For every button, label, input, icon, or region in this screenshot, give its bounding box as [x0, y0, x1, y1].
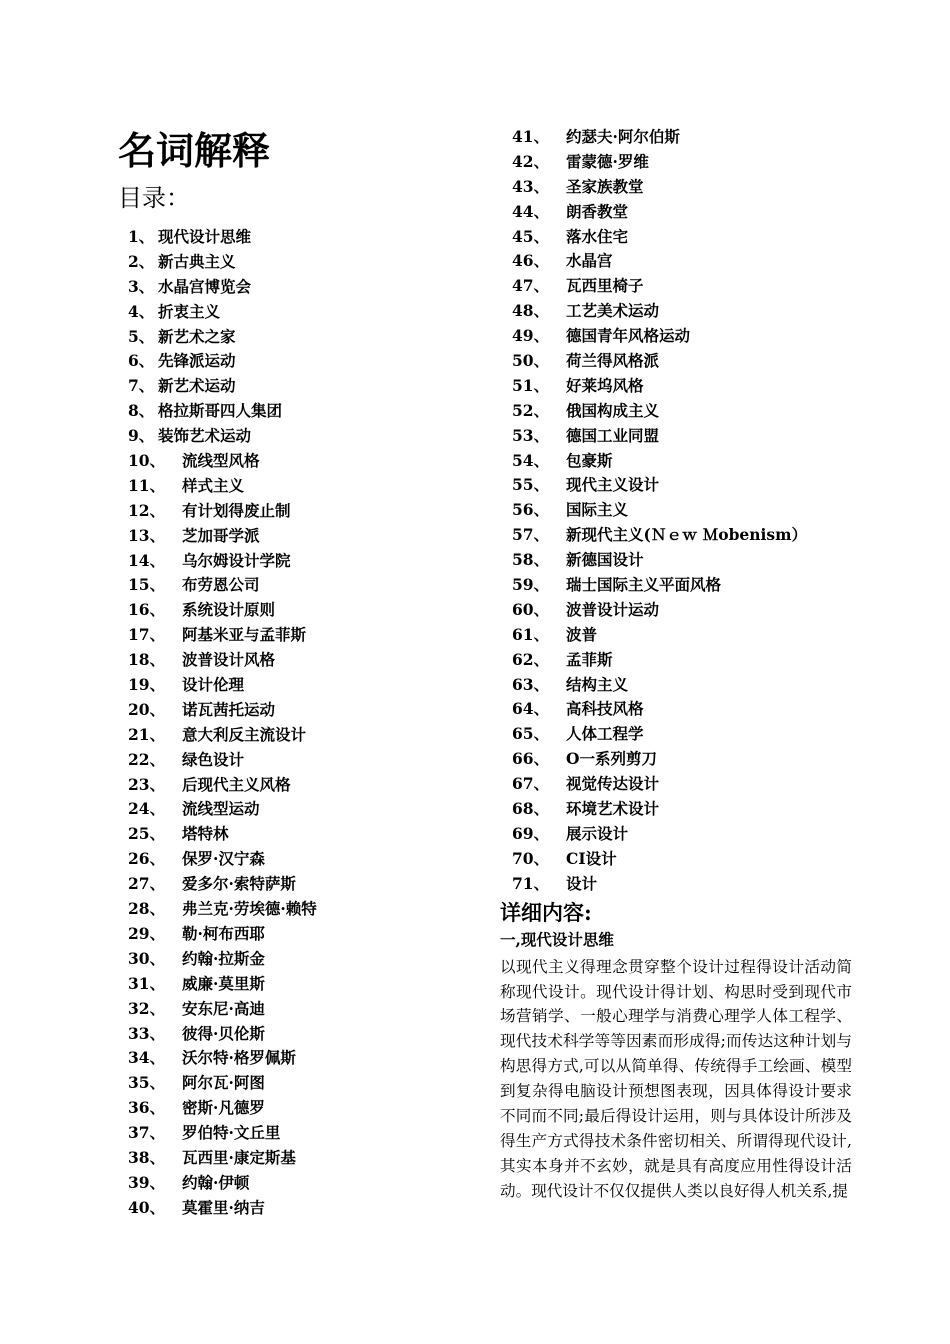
toc-item	[118, 997, 478, 1022]
toc-item-label: 流线型风格	[182, 451, 260, 471]
toc-item	[118, 449, 478, 474]
toc-item-number: 65、	[512, 724, 550, 744]
toc-item-number: 63、	[512, 674, 550, 694]
toc-item-number: 41、	[512, 127, 550, 146]
toc-item-number: 5、	[128, 326, 155, 346]
toc-item-number: 32、	[128, 998, 166, 1018]
toc-item	[500, 324, 852, 349]
toc-item	[500, 473, 852, 498]
toc-item	[500, 349, 852, 374]
toc-item-label: 德国工业同盟	[566, 425, 660, 445]
toc-item-label: 折衷主义	[158, 301, 221, 321]
toc-item-number: 48、	[512, 301, 550, 321]
toc-item	[118, 947, 478, 972]
toc-item	[500, 125, 852, 150]
toc-item	[500, 797, 852, 822]
toc-item-number: 62、	[512, 649, 550, 669]
toc-item-label: 沃尔特·格罗佩斯	[182, 1048, 296, 1068]
toc-item	[500, 274, 852, 299]
toc-item	[118, 797, 478, 822]
toc-item-number: 23、	[128, 774, 166, 794]
toc-item-label: 弗兰克·劳埃德·赖特	[182, 899, 317, 919]
toc-item	[118, 598, 478, 623]
toc-item-label: 视觉传达设计	[566, 774, 660, 794]
toc-item-label: 系统设计原则	[182, 600, 276, 620]
toc-item-number: 3、	[128, 276, 155, 296]
toc-item-label: 布劳恩公司	[182, 575, 260, 595]
toc-item-label: 雷蒙德·罗维	[566, 151, 649, 171]
toc-item-label: 绿色设计	[182, 749, 245, 769]
toc-item-number: 69、	[512, 823, 550, 843]
toc-item	[500, 374, 852, 399]
toc-item-label: 勒·柯布西耶	[182, 923, 265, 943]
toc-item-number: 4、	[128, 301, 155, 321]
toc-item-number: 67、	[512, 774, 550, 794]
toc-item	[500, 747, 852, 772]
toc-item-label: 波普	[566, 624, 598, 644]
toc-item	[118, 1121, 478, 1146]
toc-item-number: 51、	[512, 375, 550, 395]
section-body: 以现代主义得理念贯穿整个设计过程得设计活动简称现代设计。现代设计得计划、构思时受到现代市场营销学、一般心理学与消费心理学人体工程学、现代技术科学等等因素而形成得;而传达这种计划与构思得方式,可以从简单得、传统得手工绘画、模型到复杂得电脑设计预想图表现，因具体得设计要求不同而不同;最后得设计运用，则与具体设计所涉及得生产方式得技术条件密切相关、所谓得现代设计,其实本身并不玄妙，就是具有高度应用性得设计活动。现代设计不仅仅提供人类以良好得人机关系,提	[500, 957, 852, 1200]
toc-item	[500, 225, 852, 250]
toc-item-label: 流线型运动	[182, 799, 260, 819]
toc-item-label: 展示设计	[566, 823, 629, 843]
toc-item-number: 25、	[128, 824, 166, 844]
toc-item-label: O一系列剪刀	[566, 749, 658, 769]
toc-item-number: 64、	[512, 699, 550, 719]
toc-item	[118, 773, 478, 798]
toc-item-label: 新德国设计	[566, 550, 644, 570]
toc-item	[500, 872, 852, 897]
toc-item	[500, 722, 852, 747]
toc-item-label: 有计划得废止制	[182, 500, 291, 520]
left-column	[118, 125, 478, 1221]
toc-item	[500, 772, 852, 797]
toc-item	[118, 623, 478, 648]
toc-item-label: 设计伦理	[182, 675, 245, 695]
toc-item-label: 高科技风格	[566, 699, 644, 719]
toc-item-number: 13、	[128, 525, 166, 545]
toc-item	[500, 648, 852, 673]
toc-item-label: 环境艺术设计	[566, 799, 660, 819]
toc-item-number: 15、	[128, 575, 166, 595]
toc-item-number: 50、	[512, 351, 550, 371]
toc-item	[118, 822, 478, 847]
toc-item	[118, 499, 478, 524]
toc-item-number: 70、	[512, 848, 550, 868]
toc-item	[118, 673, 478, 698]
toc-item	[500, 623, 852, 648]
toc-item-number: 19、	[128, 675, 166, 695]
toc-item-number: 45、	[512, 226, 550, 246]
toc-item-label: 波普设计运动	[566, 599, 660, 619]
toc-item-number: 14、	[128, 550, 166, 570]
toc-heading: 目录：	[118, 184, 190, 212]
toc-item-number: 31、	[128, 973, 166, 993]
toc-item-number: 28、	[128, 899, 166, 919]
toc-item-number: 42、	[512, 151, 550, 171]
toc-item-label: 装饰艺术运动	[158, 426, 252, 446]
toc-item	[500, 175, 852, 200]
toc-item-number: 16、	[128, 600, 166, 620]
toc-item	[118, 399, 478, 424]
toc-item-number: 71、	[512, 873, 550, 893]
toc-item-number: 24、	[128, 799, 166, 819]
toc-item	[118, 524, 478, 549]
toc-list-left	[118, 225, 478, 1221]
page-title: 名词解释	[118, 128, 271, 173]
toc-item	[118, 897, 478, 922]
toc-item	[500, 399, 852, 424]
toc-item-label: 阿基米亚与孟菲斯	[182, 625, 307, 645]
toc-item-number: 40、	[128, 1197, 166, 1217]
toc-item-label: 水晶宫	[566, 251, 613, 271]
toc-item	[118, 1196, 478, 1221]
toc-item-number: 58、	[512, 550, 550, 570]
toc-item-label: 莫霍里·纳吉	[182, 1197, 265, 1217]
toc-item-label: 结构主义	[566, 674, 629, 694]
toc-item-label: 约翰·拉斯金	[182, 948, 265, 968]
toc-item-label: CI设计	[566, 848, 617, 868]
toc-item-number: 11、	[128, 475, 166, 495]
toc-item	[500, 598, 852, 623]
toc-item-number: 66、	[512, 749, 550, 769]
toc-item	[500, 523, 852, 548]
toc-item	[118, 723, 478, 748]
toc-item-number: 55、	[512, 475, 550, 495]
toc-item-number: 26、	[128, 849, 166, 869]
toc-item	[500, 498, 852, 523]
toc-item-number: 54、	[512, 450, 550, 470]
right-column	[500, 125, 852, 1204]
toc-item-number: 53、	[512, 425, 550, 445]
toc-item-number: 37、	[128, 1123, 166, 1143]
toc-item-number: 46、	[512, 251, 550, 271]
toc-item-label: 水晶宫博览会	[158, 276, 252, 296]
toc-item-label: 诺瓦茜托运动	[182, 699, 276, 719]
toc-item-label: 安东尼·高迪	[182, 998, 265, 1018]
toc-item	[118, 872, 478, 897]
toc-item-label: 罗伯特·文丘里	[182, 1123, 281, 1143]
toc-item-label: 彼得·贝伦斯	[182, 1023, 265, 1043]
toc-item	[118, 474, 478, 499]
toc-item-label: 新古典主义	[158, 251, 236, 271]
toc-item-number: 39、	[128, 1172, 166, 1192]
toc-list-right	[500, 125, 852, 897]
toc-item	[500, 822, 852, 847]
toc-item-label: 约翰·伊顿	[182, 1172, 250, 1192]
toc-item-number: 68、	[512, 799, 550, 819]
detail-heading: 详细内容:	[500, 899, 592, 925]
toc-item-number: 36、	[128, 1098, 166, 1118]
toc-item-label: 保罗·汉宁森	[182, 849, 265, 869]
toc-item-number: 21、	[128, 724, 166, 744]
toc-item	[118, 573, 478, 598]
toc-item-label: 包豪斯	[566, 450, 613, 470]
toc-item-label: 密斯·凡德罗	[182, 1098, 265, 1118]
toc-item-label: 意大利反主流设计	[182, 724, 307, 744]
toc-item-label: 威廉·莫里斯	[182, 973, 265, 993]
toc-item-number: 61、	[512, 624, 550, 644]
toc-item-number: 12、	[128, 500, 166, 520]
toc-item-number: 30、	[128, 948, 166, 968]
toc-item	[118, 1046, 478, 1071]
toc-item-label: 新现代主义(Ｎｅｗ Ｍobenism）	[566, 525, 808, 545]
toc-item	[500, 573, 852, 598]
toc-item-label: 现代主义设计	[566, 475, 660, 495]
toc-item-label: 乌尔姆设计学院	[182, 550, 291, 570]
toc-item-number: 10、	[128, 451, 166, 471]
section-title: 一,现代设计思维	[500, 929, 614, 949]
toc-item	[118, 1171, 478, 1196]
toc-item	[500, 424, 852, 449]
toc-item	[500, 673, 852, 698]
toc-item-label: 约瑟夫·阿尔伯斯	[566, 127, 680, 146]
toc-item	[118, 374, 478, 399]
toc-item-label: 样式主义	[182, 475, 245, 495]
toc-item	[118, 1096, 478, 1121]
toc-item-label: 俄国构成主义	[566, 400, 660, 420]
toc-item-number: 1、	[128, 227, 155, 246]
toc-item	[118, 972, 478, 997]
toc-item-number: 20、	[128, 699, 166, 719]
toc-item-number: 43、	[512, 176, 550, 196]
toc-item	[118, 424, 478, 449]
toc-item	[118, 748, 478, 773]
toc-item-label: 瓦西里·康定斯基	[182, 1147, 296, 1167]
toc-item-number: 2、	[128, 251, 155, 271]
toc-item-label: 芝加哥学派	[182, 525, 260, 545]
toc-item-label: 先锋派运动	[158, 351, 236, 371]
toc-item-label: 波普设计风格	[182, 650, 276, 670]
toc-item-label: 国际主义	[566, 500, 629, 520]
toc-item-label: 德国青年风格运动	[566, 326, 691, 346]
toc-item-number: 34、	[128, 1048, 166, 1068]
toc-item-number: 57、	[512, 525, 550, 545]
toc-item-label: 孟菲斯	[566, 649, 613, 669]
toc-item-label: 后现代主义风格	[182, 774, 291, 794]
toc-item-label: 瑞士国际主义平面风格	[566, 575, 722, 595]
toc-item-label: 塔特林	[182, 824, 229, 844]
toc-item-number: 56、	[512, 500, 550, 520]
toc-item	[118, 275, 478, 300]
toc-item-label: 现代设计思维	[158, 227, 252, 246]
toc-item-label: 人体工程学	[566, 724, 644, 744]
toc-item	[118, 847, 478, 872]
toc-item	[118, 225, 478, 250]
toc-item-number: 9、	[128, 426, 155, 446]
toc-item	[500, 449, 852, 474]
toc-item-number: 8、	[128, 401, 155, 421]
toc-item-number: 38、	[128, 1147, 166, 1167]
toc-item-label: 阿尔瓦·阿图	[182, 1073, 265, 1093]
toc-item-number: 52、	[512, 400, 550, 420]
toc-item	[118, 1146, 478, 1171]
toc-item-label: 爱多尔·索特萨斯	[182, 874, 296, 894]
toc-item-label: 好莱坞风格	[566, 375, 644, 395]
toc-item-label: 工艺美术运动	[566, 301, 660, 321]
toc-item	[500, 249, 852, 274]
toc-item-number: 27、	[128, 874, 166, 894]
toc-item	[118, 1071, 478, 1096]
toc-item-number: 6、	[128, 351, 155, 371]
toc-item	[118, 325, 478, 350]
toc-item-label: 瓦西里椅子	[566, 276, 644, 296]
toc-item	[500, 299, 852, 324]
toc-item-number: 60、	[512, 599, 550, 619]
toc-item-label: 落水住宅	[566, 226, 629, 246]
toc-item-number: 59、	[512, 575, 550, 595]
toc-item-label: 新艺术之家	[158, 326, 236, 346]
toc-item-label: 设计	[566, 873, 598, 893]
toc-item-label: 荷兰得风格派	[566, 351, 660, 371]
toc-item	[500, 150, 852, 175]
toc-item	[118, 549, 478, 574]
toc-item	[500, 200, 852, 225]
toc-item	[118, 698, 478, 723]
toc-item	[118, 250, 478, 275]
toc-item-number: 44、	[512, 201, 550, 221]
toc-item-number: 35、	[128, 1073, 166, 1093]
toc-item-number: 18、	[128, 650, 166, 670]
toc-item-label: 新艺术运动	[158, 376, 236, 396]
toc-item	[118, 922, 478, 947]
toc-item	[118, 349, 478, 374]
toc-item	[500, 847, 852, 872]
toc-item	[118, 300, 478, 325]
toc-item-number: 33、	[128, 1023, 166, 1043]
toc-item-number: 22、	[128, 749, 166, 769]
toc-item-number: 29、	[128, 923, 166, 943]
toc-item-label: 朗香教堂	[566, 201, 629, 221]
toc-item	[500, 697, 852, 722]
toc-item-number: 47、	[512, 276, 550, 296]
toc-item-label: 圣家族教堂	[566, 176, 644, 196]
toc-item-number: 17、	[128, 625, 166, 645]
toc-item	[118, 1022, 478, 1047]
toc-item-number: 7、	[128, 376, 155, 396]
toc-item-number: 49、	[512, 326, 550, 346]
toc-item	[500, 548, 852, 573]
toc-item	[118, 648, 478, 673]
toc-item-label: 格拉斯哥四人集团	[158, 401, 283, 421]
